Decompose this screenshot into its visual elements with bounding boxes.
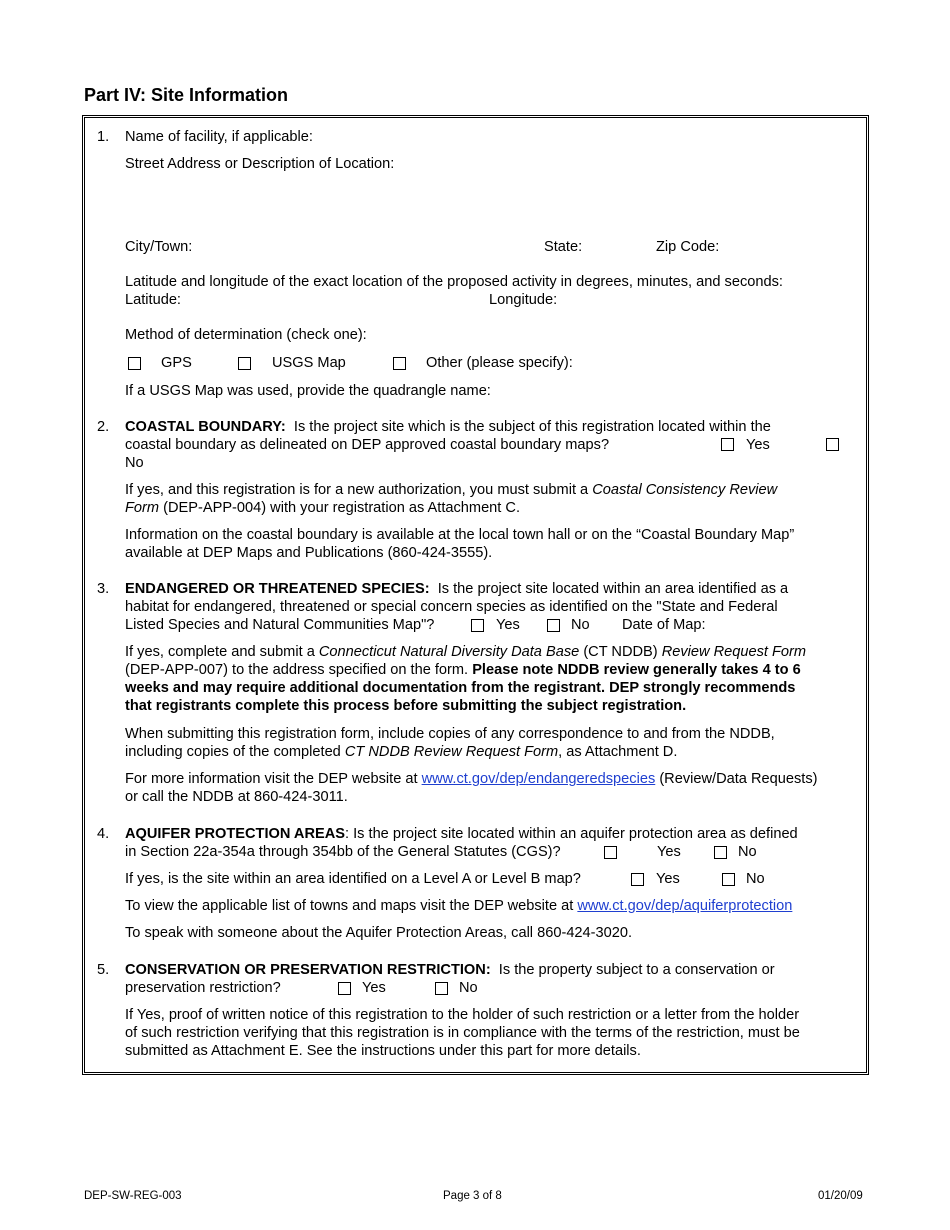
zip-code-label: Zip Code: [656,239,720,255]
aquifer-yes-label: Yes [657,844,681,860]
restriction-yes-checkbox[interactable] [338,982,351,995]
coastal-no-checkbox[interactable] [826,438,839,451]
gps-option-label: GPS [161,355,192,371]
coastal-boundary-heading: COASTAL BOUNDARY: [125,419,286,435]
level-map-yes-checkbox[interactable] [631,873,644,886]
aquifer-question: AQUIFER PROTECTION AREAS: Is the project site located within an aquifer protection area as defined [125,826,798,842]
other-method-option-label: Other (please specify): [426,355,573,371]
coastal-info-paragraph: Information on the coastal boundary is available at the local town hall or on the “Coastal Boundary Map” [125,527,795,543]
state-label: State: [544,239,583,255]
coastal-consistency-paragraph-line2: Form (DEP-APP-004) with your registration as Attachment C. [125,500,521,516]
species-yes-label: Yes [496,617,520,633]
aquifer-no-label: No [738,844,757,860]
aquifer-yes-checkbox[interactable] [604,846,617,859]
level-map-no-checkbox[interactable] [722,873,735,886]
coastal-info-paragraph-line2: available at DEP Maps and Publications (860-424-3555). [125,545,493,561]
restriction-yes-label: Yes [362,980,386,996]
usgs-map-option-label: USGS Map [272,355,346,371]
coastal-yes-checkbox[interactable] [721,438,734,451]
coastal-boundary-question-line2: coastal boundary as delineated on DEP approved coastal boundary maps? [125,437,610,453]
aquifer-contact-info: To speak with someone about the Aquifer Protection Areas, call 860-424-3020. [125,925,633,941]
nddb-paragraph-line4: that registrants complete this process before submitting the subject registration. [125,698,687,714]
restriction-notice-paragraph-line3: submitted as Attachment E. See the instructions under this part for more details. [125,1043,641,1059]
item-number-2: 2. [97,419,110,435]
restriction-no-checkbox[interactable] [435,982,448,995]
aquifer-question-line2: in Section 22a-354a through 354bb of the General Statutes (CGS)? [125,844,561,860]
item-number-3: 3. [97,581,110,597]
species-question: ENDANGERED OR THREATENED SPECIES: Is the project site located within an area identified as a [125,581,789,597]
aquifer-no-checkbox[interactable] [714,846,727,859]
nddb-correspondence-paragraph-line2: including copies of the completed CT NDDB Review Request Form, as Attachment D. [125,744,678,760]
method-label: Method of determination (check one): [125,327,367,343]
usgs-map-checkbox[interactable] [238,357,251,370]
species-heading: ENDANGERED OR THREATENED SPECIES: [125,581,430,597]
longitude-label: Longitude: [489,292,558,308]
item-number-1: 1. [97,129,110,145]
quadrangle-name-label: If a USGS Map was used, provide the quadrangle name: [125,383,491,399]
latlong-instruction: Latitude and longitude of the exact location of the proposed activity in degrees, minutes, and seconds: [125,274,783,290]
species-question-line2: habitat for endangered, threatened or special concern species as identified on the "State and Federal [125,599,778,615]
city-town-label: City/Town: [125,239,193,255]
species-no-checkbox[interactable] [547,619,560,632]
aquifer-heading: AQUIFER PROTECTION AREAS [125,826,345,842]
aquifer-protection-link[interactable]: www.ct.gov/dep/aquiferprotection [577,898,793,914]
endangered-species-link[interactable]: www.ct.gov/dep/endangeredspecies [421,771,656,787]
nddb-more-info-line2: or call the NDDB at 860-424-3011. [125,789,348,805]
latitude-label: Latitude: [125,292,181,308]
coastal-consistency-paragraph: If yes, and this registration is for a new authorization, you must submit a Coastal Consistency Review [125,482,778,498]
facility-name-label: Name of facility, if applicable: [125,129,313,145]
level-map-question: If yes, is the site within an area identified on a Level A or Level B map? [125,871,581,887]
nddb-correspondence-paragraph: When submitting this registration form, include copies of any correspondence to and from the NDDB, [125,726,775,742]
item-number-4: 4. [97,826,110,842]
coastal-yes-label: Yes [746,437,770,453]
page-title: Part IV: Site Information [84,85,289,105]
coastal-boundary-question: COASTAL BOUNDARY: Is the project site which is the subject of this registration located within the [125,419,771,435]
item-number-5: 5. [97,962,110,978]
restriction-heading: CONSERVATION OR PRESERVATION RESTRICTION: [125,962,491,978]
footer-form-id: DEP-SW-REG-003 [84,1190,182,1202]
other-method-checkbox[interactable] [393,357,406,370]
gps-checkbox[interactable] [128,357,141,370]
level-map-yes-label: Yes [656,871,680,887]
level-map-no-label: No [746,871,765,887]
restriction-question: CONSERVATION OR PRESERVATION RESTRICTION: Is the property subject to a conservation or [125,962,775,978]
street-address-label: Street Address or Description of Location: [125,156,395,172]
nddb-more-info: For more information visit the DEP website at www.ct.gov/dep/endangeredspecies (Review/Data Requests) [125,771,818,787]
restriction-notice-paragraph-line2: of such restriction verifying that this registration is in compliance with the terms of the restriction, must be [125,1025,800,1041]
species-no-label: No [571,617,590,633]
nddb-paragraph: If yes, complete and submit a Connecticut Natural Diversity Data Base (CT NDDB) Review Request Form [125,644,807,660]
footer-date: 01/20/09 [818,1190,863,1202]
date-of-map-label: Date of Map: [622,617,706,633]
species-yes-checkbox[interactable] [471,619,484,632]
species-question-line3: Listed Species and Natural Communities Map"? [125,617,435,633]
nddb-paragraph-line2: (DEP-APP-007) to the address specified on the form. Please note NDDB review generally takes 4 to 6 [125,662,801,678]
nddb-paragraph-line3: weeks and may require additional documentation from the registrant. DEP strongly recommends [125,680,796,696]
aquifer-view-info: To view the applicable list of towns and maps visit the DEP website at www.ct.gov/dep/aquiferprotection [125,898,793,914]
restriction-question-line2: preservation restriction? [125,980,281,996]
footer-page-number: Page 3 of 8 [443,1190,502,1202]
restriction-no-label: No [459,980,478,996]
coastal-no-label: No [125,455,144,471]
restriction-notice-paragraph: If Yes, proof of written notice of this registration to the holder of such restriction or a letter from the holder [125,1007,800,1023]
